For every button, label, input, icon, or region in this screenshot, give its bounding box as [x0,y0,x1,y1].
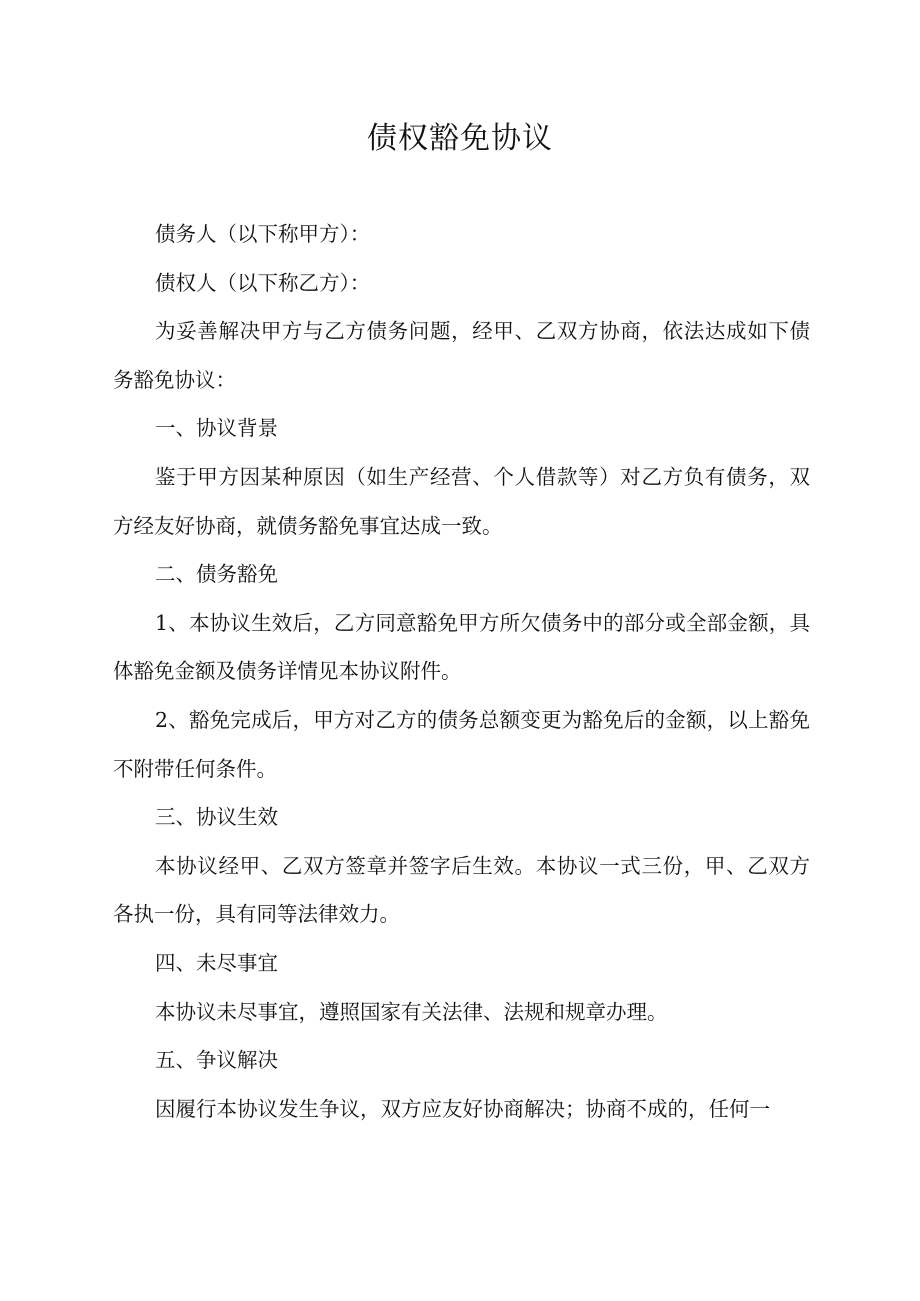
other-matters-paragraph: 本协议未尽事宜，遵照国家有关法律、法规和规章办理。 [155,999,668,1024]
section-heading-background: 一、协议背景 [155,416,278,441]
document-title: 债权豁免协议 [367,121,553,156]
party-a-line: 债务人（以下称甲方）： [155,222,371,246]
exemption-clause-2: 2、豁免完成后，甲方对乙方的债务总额变更为豁免后的金额，以上豁免不附带任何条件。 [113,707,810,781]
section-heading-effectiveness: 三、协议生效 [155,805,278,830]
exemption-clause-1: 1、本协议生效后，乙方同意豁免甲方所欠债务中的部分或全部金额，具体豁免金额及债务详情见本协议附件。 [113,610,810,684]
section-heading-other-matters: 四、未尽事宜 [155,950,278,975]
document-body [113,210,810,1133]
effectiveness-paragraph: 本协议经甲、乙双方签章并签字后生效。本协议一式三份，甲、乙双方各执一份，具有同等法律效力。 [113,853,810,927]
section-heading-dispute: 五、争议解决 [155,1048,278,1073]
preamble-paragraph: 为妥善解决甲方与乙方债务问题，经甲、乙双方协商，依法达成如下债务豁免协议： [113,319,810,392]
background-paragraph: 鉴于甲方因某种原因（如生产经营、个人借款等）对乙方负有债务，双方经友好协商，就债务豁免事宜达成一致。 [113,464,810,538]
section-heading-exemption: 二、债务豁免 [155,562,278,587]
party-b-line: 债权人（以下称乙方）： [155,270,371,295]
dispute-paragraph: 因履行本协议发生争议，双方应友好协商解决；协商不成的，任何一 [155,1096,770,1121]
